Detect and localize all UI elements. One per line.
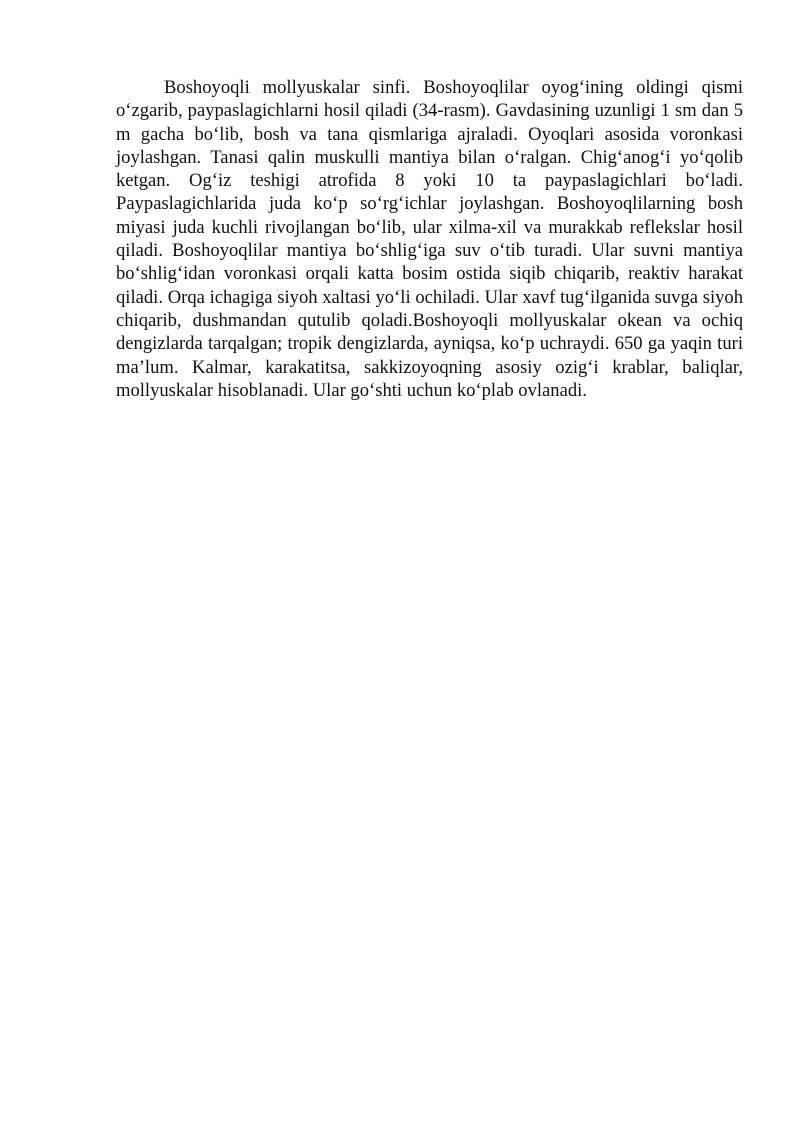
body-paragraph: Boshoyoqli mollyuskalar sinfi. Boshoyoqlilar oyog‘ining oldingi qismi o‘zgarib, paypaslagichlarni hosil qiladi (34-rasm). Gavdasining uzunligi 1 sm dan 5 m gacha bo‘lib, bosh va tana qismlariga ajraladi. Oyoqlari asosida voronkasi joylashgan. Tanasi qalin muskulli mantiya bilan o‘ralgan. Chig‘anog‘i yo‘qolib ketgan. Og‘iz teshigi atrofida 8 yoki 10 ta paypaslagichlari bo‘ladi. Paypaslagichlarida juda ko‘p so‘rg‘ichlar joylashgan. Boshoyoqlilarning bosh miyasi juda kuchli rivojlangan bo‘lib, ular xilma-xil va murakkab reflekslar hosil qiladi. Boshoyoqlilar mantiya bo‘shlig‘iga suv o‘tib turadi. Ular suvni mantiya bo‘shlig‘idan voronkasi orqali katta bosim ostida siqib chiqarib, reaktiv harakat qiladi. Orqa ichagiga siyoh xaltasi yo‘li ochiladi. Ular xavf tug‘ilganida suvga siyoh chiqarib, dushmandan qutulib qoladi.Boshoyoqli mollyuskalar okean va ochiq dengizlarda tarqalgan; tropik dengizlarda, ayniqsa, ko‘p uchraydi. 650 ga yaqin turi ma’lum. Kalmar, karakatitsa, sakkizoyoqning asosiy ozig‘i krablar, baliqlar, mollyuskalar hisoblanadi. Ular go‘shti uchun ko‘plab ovlanadi. <box>116 77 743 401</box>
